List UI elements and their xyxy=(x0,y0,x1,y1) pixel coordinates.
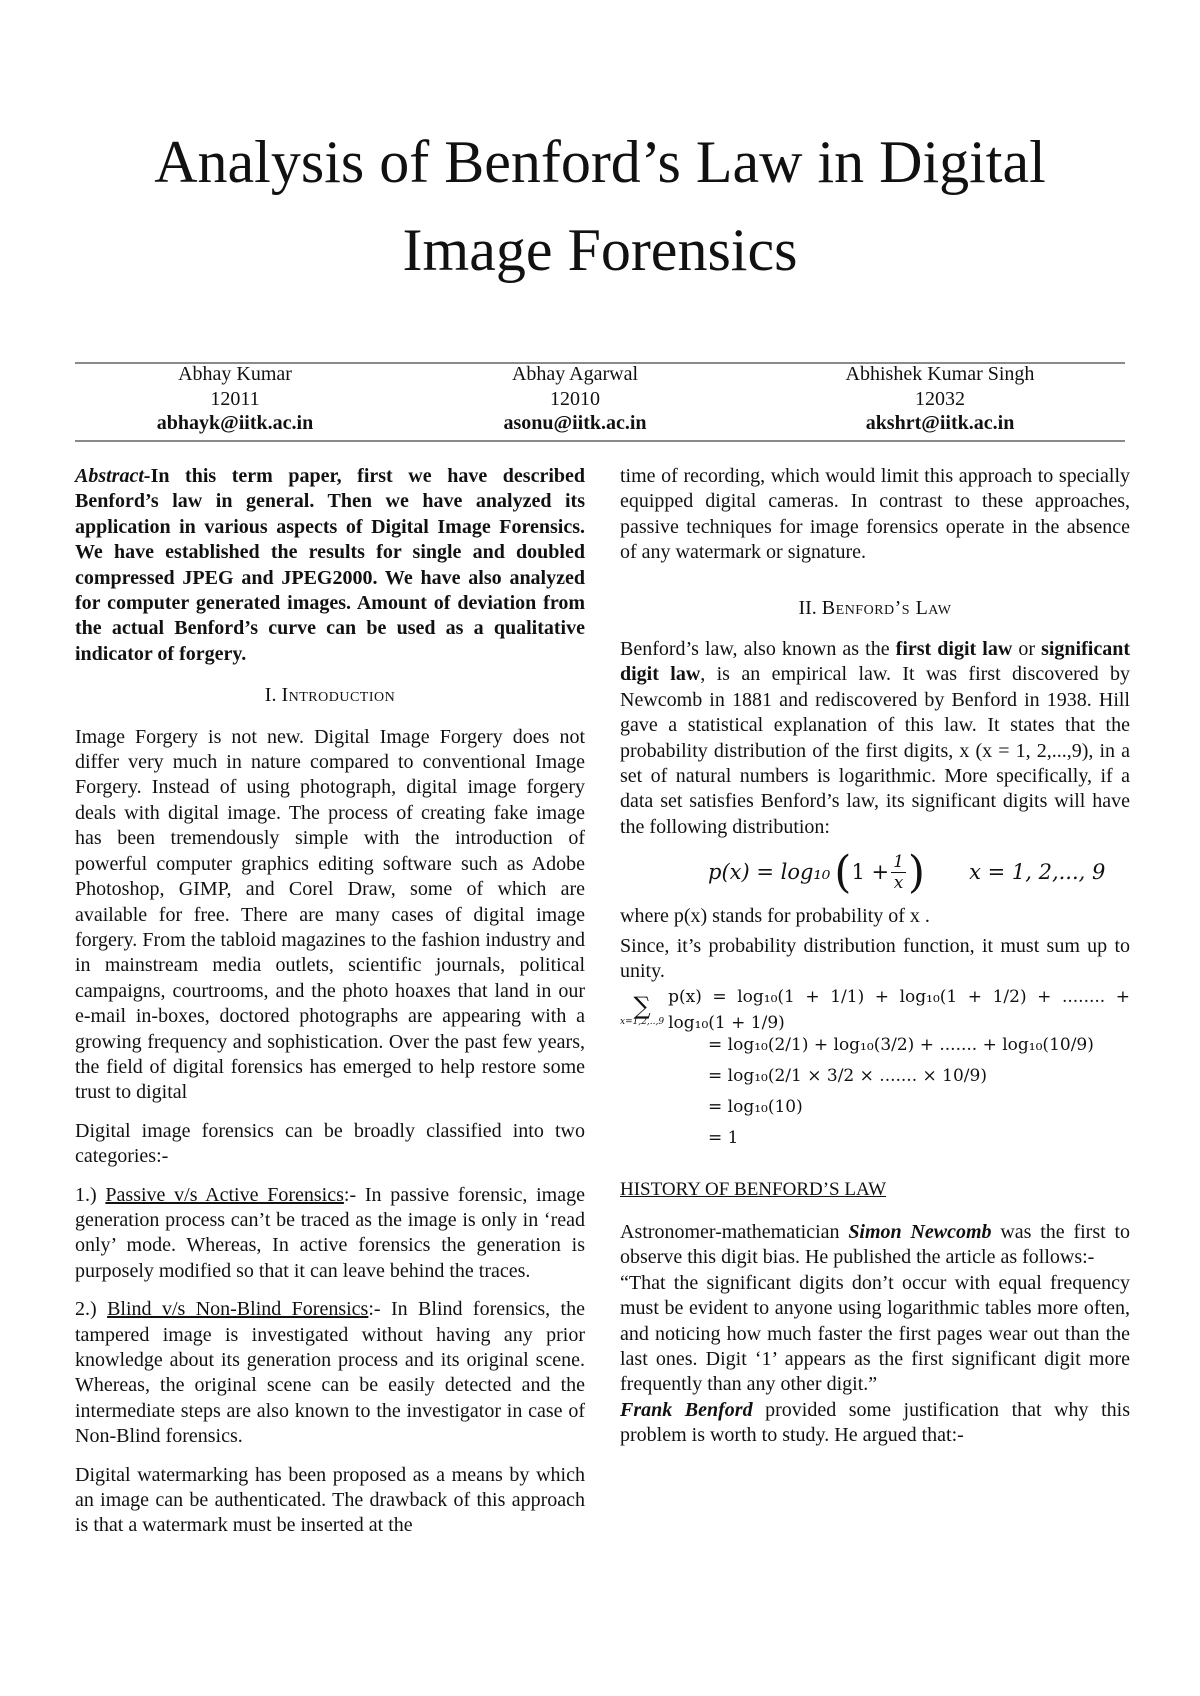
text-run: Astronomer-mathematician xyxy=(620,1220,849,1243)
section-heading-benfords-law xyxy=(620,596,1130,621)
intro-paragraph-3: Digital watermarking has been proposed as a means by which an image can be authenticated. The drawback of this approach is that a watermark must be inserted at the xyxy=(75,1463,585,1537)
list-number: 1.) xyxy=(75,1183,106,1206)
list-item-text: :- In Blind forensics, the tampered image is investigated without having any prior knowledge about its generation process and its original scene. Whereas, the original scene can be easily detected and the intermediate steps are also known to the investigator in case of Non-Blind forensics. xyxy=(75,1298,585,1448)
equation-fraction xyxy=(891,852,906,893)
list-item-text: :- In passive forensic, image generation process can’t be traced as the image is only in ‘read only’ mode. Whereas, In active forensics the generation is purposely modified so that it can leave behind the traces. xyxy=(75,1183,585,1282)
author-email[interactable]: asonu@iitk.ac.in xyxy=(503,412,647,434)
close-paren: ) xyxy=(907,846,926,898)
abstract-text: In this term paper, first we have described Benford’s law in general. Then we have analyzed its application in various aspects of Digital Image Forensics. We have established the results for single and doubled compressed JPEG and JPEG2000. We have also analyzed for computer generated images. Amount of deviation from the actual Benford’s curve can be used as a qualitative indicator of forgery. xyxy=(75,465,585,665)
history-heading xyxy=(620,1177,1130,1202)
text-run: provided some justification that why this problem is worth to study. He argued that:- xyxy=(620,1398,1130,1447)
person-name: Simon Newcomb xyxy=(848,1220,992,1243)
equation-range: x = 1, 2,..., 9 xyxy=(969,859,1106,884)
continued-paragraph: time of recording, which would limit this approach to specially equipped digital cameras. In contrast to these approaches, passive techniques for image forensics operate in the absence of any watermark or signature. xyxy=(620,465,1130,564)
title-line-2: Image Forensics xyxy=(402,217,798,283)
list-item-blind-nonblind xyxy=(75,1297,585,1449)
section-title: Benford’s Law xyxy=(821,596,952,619)
text-run: Benford’s law, also known as the xyxy=(620,638,896,661)
sum-index: x=1,2,..,9 xyxy=(620,1016,665,1027)
equation-lhs: p(x) = log₁₀ xyxy=(708,859,831,884)
newcomb-quote: “That the significant digits don’t occur with equal frequency must be evident to anyone using logarithmic tables more often, and noticing how much faster the first pages wear out than the last ones. Digit ‘1’ appears as the first significant digit more frequently than any other digit.” xyxy=(620,1271,1130,1396)
where-line: where p(x) stands for probability of x . xyxy=(620,905,930,928)
list-item-heading: Blind v/s Non-Blind Forensics xyxy=(107,1298,369,1321)
author-name: Abhay Agarwal xyxy=(511,363,639,385)
right-column xyxy=(620,464,1130,1449)
author-bottom-rule xyxy=(75,440,1125,442)
abstract xyxy=(75,464,585,667)
left-column xyxy=(75,464,585,1539)
sum-line-5: = 1 xyxy=(708,1128,739,1149)
abstract-label: Abstract- xyxy=(75,465,151,487)
open-paren: ( xyxy=(834,846,852,898)
sigma-symbol: ∑ xyxy=(633,991,651,1020)
bold-term: significant digit law xyxy=(620,638,1130,686)
sum-derivation xyxy=(620,987,1130,1155)
author-name: Abhay Kumar xyxy=(178,363,292,385)
section-heading-introduction xyxy=(75,683,585,708)
author-id: 12011 xyxy=(210,387,260,410)
author-email[interactable]: akshrt@iitk.ac.in xyxy=(865,412,1015,434)
author-name: Abhishek Kumar Singh xyxy=(845,363,1035,385)
since-paragraph: Since, it’s probability distribution function, it must sum up to unity. xyxy=(620,934,1130,983)
intro-paragraph-1: Image Forgery is not new. Digital Image Forgery does not differ very much in nature compared to conventional Image Forgery. Instead of using photograph, digital image forgery deals with digital image. The process of creating fake image has been tremendously simple with the introduction of powerful computer graphics editing software such as Adobe Photoshop, GIMP, and Corel Draw, some of which are available for free. There are many cases of digital image forgery. From the tabloid magazines to the fashion industry and in mainstream media outlets, scientific journals, political campaigns, courtrooms, and the photo hoaxes that land in our e-mail in-boxes, doctored photographs are appearing with a growing frequency and sophistication. Over the past few years, the field of digital forensics has emerged to help restore some trust to digital xyxy=(75,725,585,1104)
section-title: Introduction xyxy=(281,684,396,707)
section-number: II. xyxy=(798,596,817,619)
list-item-heading: Passive v/s Active Forensics xyxy=(105,1183,344,1206)
sum-line-1 xyxy=(620,987,1130,1033)
equation-one: 1 + xyxy=(851,859,890,884)
intro-paragraph-2: Digital image forensics can be broadly classified into two categories:- xyxy=(75,1119,585,1168)
author-1 xyxy=(75,362,395,436)
person-name: Frank Benford xyxy=(620,1398,753,1421)
author-2 xyxy=(395,362,755,436)
list-number: 2.) xyxy=(75,1298,108,1321)
text-run: or xyxy=(1012,638,1042,661)
author-3 xyxy=(755,362,1125,436)
text-run: was the first to observe this digit bias. He published the article as follows:- xyxy=(620,1220,1131,1269)
title-line-1: Analysis of Benford’s Law in Digital xyxy=(154,129,1046,195)
author-email[interactable]: abhayk@iitk.ac.in xyxy=(156,412,314,434)
text-run: , is an empirical law. It was first discovered by Newcomb in 1881 and rediscovered by Benford in 1938. Hill gave a statistical explanation of this law. It states that the probability distribution of the first digits, x (x = 1, 2,...,9), in a set of natural numbers is logarithmic. More specifically, if a data set satisfies Benford’s law, its significant digits will have the following distribution: xyxy=(620,663,1130,838)
paper-title xyxy=(60,118,1140,294)
numerator: 1 xyxy=(893,851,904,872)
history-paragraph xyxy=(620,1220,1130,1271)
author-id: 12032 xyxy=(915,387,965,410)
sum-line-4: = log₁₀(10) xyxy=(708,1097,803,1118)
benford-equation xyxy=(620,840,1130,904)
sum-expression: p(x) = log₁₀(1 + 1/1) + log₁₀(1 + 1/2) + ........ + log₁₀(1 + 1/9) xyxy=(668,987,1130,1033)
section-number: I. xyxy=(264,684,277,707)
author-block xyxy=(75,362,1125,436)
benford-paragraph xyxy=(620,637,1130,840)
sum-operator xyxy=(620,991,665,1027)
author-id: 12010 xyxy=(550,387,600,410)
benford-justification xyxy=(620,1398,1130,1449)
sum-line-3: = log₁₀(2/1 × 3/2 × ....... × 10/9) xyxy=(708,1066,987,1087)
sum-line-2: = log₁₀(2/1) + log₁₀(3/2) + ....... + log₁₀(10/9) xyxy=(708,1035,1094,1056)
list-item-passive-active xyxy=(75,1183,585,1285)
denominator: x xyxy=(893,872,904,893)
bold-term: first digit law xyxy=(895,638,1013,661)
history-heading-text: HISTORY OF BENFORD’S LAW xyxy=(620,1178,887,1200)
